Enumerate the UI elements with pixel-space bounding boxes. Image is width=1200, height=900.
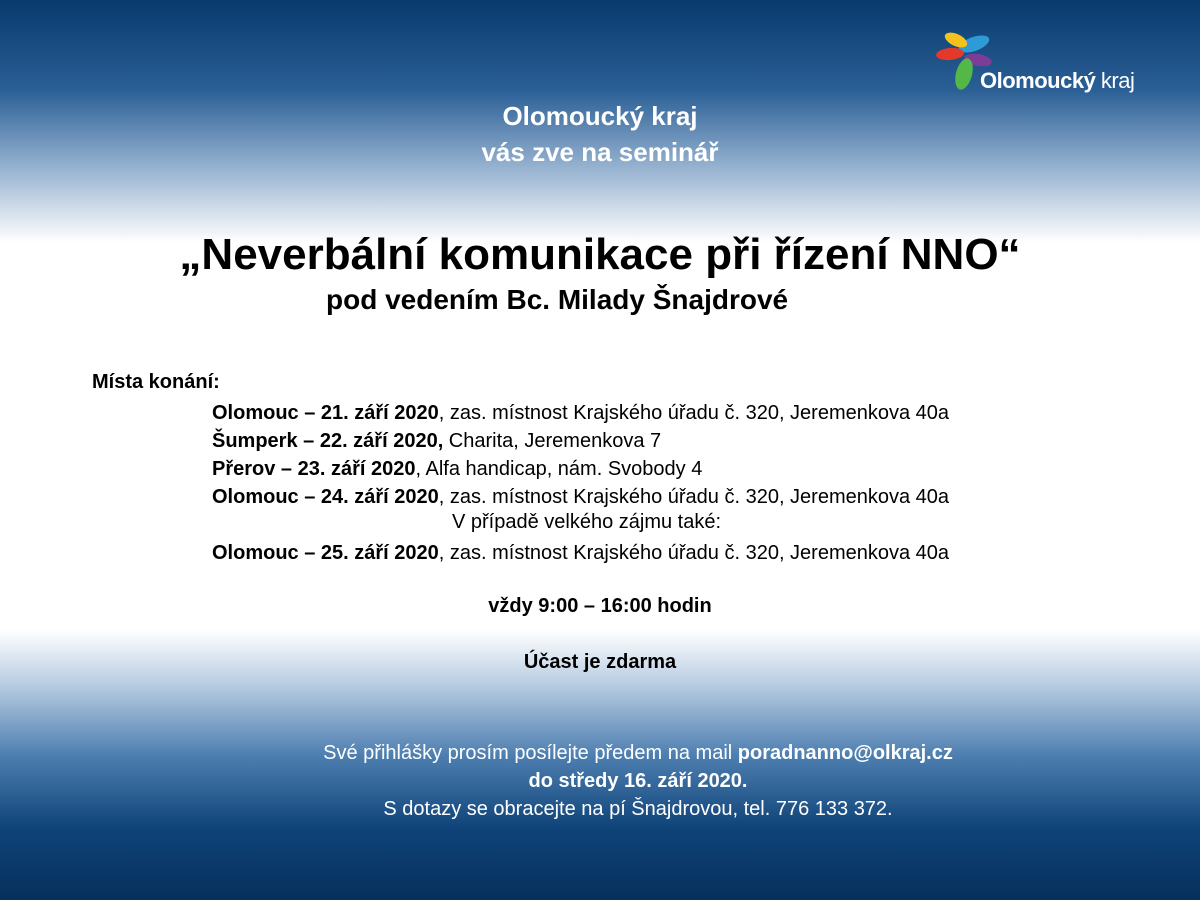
registration-footer: [0, 739, 1200, 823]
venue-item: Olomouc – 24. září 2020, zas. místnost Krajského úřadu č. 320, Jeremenkova 40a: [212, 486, 950, 508]
venue-item-extra: Olomouc – 25. září 2020, zas. místnost Krajského úřadu č. 320, Jeremenkova 40a: [212, 542, 950, 564]
invite-line-2: vás zve na seminář: [481, 137, 719, 167]
logo-text: Olomoucký kraj: [980, 68, 1135, 93]
email-link[interactable]: poradnanno@olkraj.cz: [737, 742, 953, 764]
invitation-header: [0, 98, 1200, 170]
time-info: vždy 9:00 – 16:00 hodin: [488, 595, 712, 617]
free-admission: Účast je zdarma: [523, 651, 677, 673]
places-label: Místa konání:: [92, 371, 220, 393]
seminar-title: „Neverbální komunikace při řízení NNO“: [179, 230, 1021, 279]
venue-list: [212, 399, 1112, 511]
footer-line-2: do středy 16. září 2020.: [528, 770, 748, 792]
venue-item: Přerov – 23. září 2020, Alfa handicap, nám. Svobody 4: [212, 458, 703, 480]
invite-line-1: Olomoucký kraj: [502, 101, 698, 131]
footer-line-1: Své přihlášky prosím posílejte předem na mail poradnanno@olkraj.cz: [323, 742, 953, 764]
seminar-subtitle: pod vedením Bc. Milady Šnajdrové: [326, 284, 789, 315]
venue-item: Olomouc – 21. září 2020, zas. místnost Krajského úřadu č. 320, Jeremenkova 40a: [212, 402, 950, 424]
olomoucky-kraj-logo: [934, 30, 1154, 92]
extra-date-note: V případě velkého zájmu také:: [452, 511, 722, 533]
venue-item: Šumperk – 22. září 2020, Charita, Jeremenkova 7: [212, 430, 662, 452]
footer-line-3: S dotazy se obracejte na pí Šnajdrovou, tel. 776 133 372.: [383, 798, 893, 820]
